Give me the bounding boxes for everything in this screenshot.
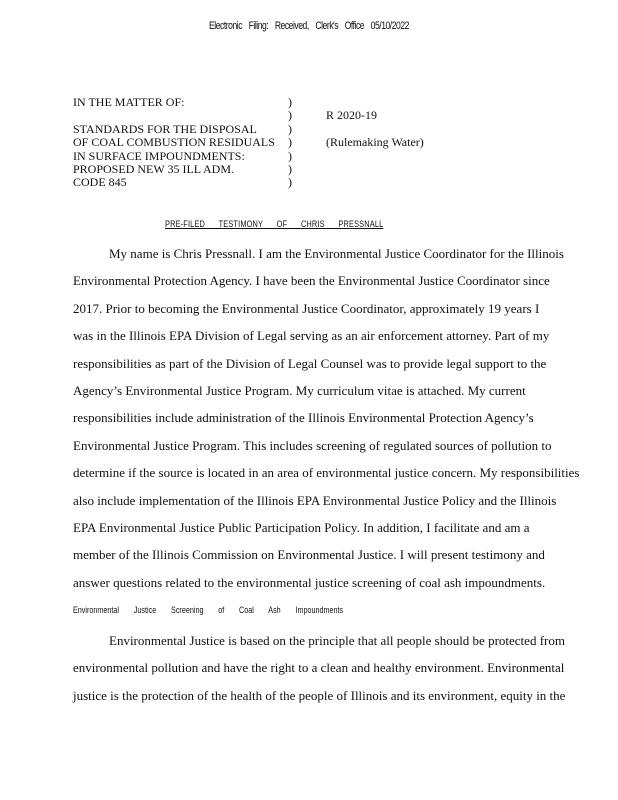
caption-line xyxy=(73,109,283,122)
text-line: answer questions related to the environmental justice screening of coal ash impoundments. xyxy=(73,574,546,590)
text-line: environmental pollution and have the right to a clean and healthy environment. Environmental xyxy=(73,660,565,676)
paren: ) xyxy=(288,161,292,176)
text-line: My name is Chris Pressnall. I am the Environmental Justice Coordinator for the Illinois xyxy=(109,246,564,261)
document-title: PRE-FILED TESTIMONY OF CHRIS PRESSNALL xyxy=(165,219,384,229)
caption-line: PROPOSED NEW 35 ILL ADM. xyxy=(73,161,235,176)
text-line: was in the Illinois EPA Division of Legal serving as an air enforcement attorney. Part of my xyxy=(73,328,550,344)
caption-line: IN SURFACE IMPOUNDMENTS: xyxy=(73,148,245,163)
caption-line: OF COAL COMBUSTION RESIDUALS xyxy=(73,135,275,150)
text-line: also include implementation of the Illinois EPA Environmental Justice Policy and the Illinois xyxy=(73,492,557,508)
text-line: justice is the protection of the health of the people of Illinois and its environment, equity in the xyxy=(73,687,566,703)
testimony-paragraph-2 xyxy=(73,627,603,709)
caption-matter xyxy=(73,96,283,190)
case-number: R 2020-19 xyxy=(326,108,377,122)
text-line: Environmental Justice is based on the principle that all people should be protected from xyxy=(109,633,565,648)
text-line: EPA Environmental Justice Public Participation Policy. In addition, I facilitate and am a xyxy=(73,519,530,535)
paren: ) xyxy=(288,95,292,109)
text-line: Environmental Justice Program. This includes screening of regulated sources of pollution to xyxy=(73,437,552,453)
caption-line: IN THE MATTER OF: xyxy=(73,95,185,109)
text-line: Agency’s Environmental Justice Program. My curriculum vitae is attached. My current xyxy=(73,382,526,398)
filing-header: Electronic Filing: Received, Clerk's Office 05/10/2022 xyxy=(209,20,409,32)
paren: ) xyxy=(288,121,292,136)
case-type: (Rulemaking Water) xyxy=(326,134,424,149)
paren: ) xyxy=(288,175,292,190)
caption-parentheses xyxy=(288,96,298,190)
paren: ) xyxy=(288,148,292,163)
testimony-paragraph-1 xyxy=(73,240,593,596)
text-line: 2017. Prior to becoming the Environmental Justice Coordinator, approximately 19 years I xyxy=(73,300,540,316)
text-line: determine if the source is located in an area of environmental justice concern. My responsibilities xyxy=(73,465,580,481)
caption-line: CODE 845 xyxy=(73,175,127,190)
paren: ) xyxy=(288,108,292,123)
text-line: responsibilities as part of the Division of Legal Counsel was to provide legal support to the xyxy=(73,355,547,371)
caption-case-info xyxy=(326,109,496,149)
text-line: responsibilities include administration of the Illinois Environmental Protection Agency’s xyxy=(73,410,534,426)
text-line: Environmental Protection Agency. I have been the Environmental Justice Coordinator since xyxy=(73,273,550,289)
text-line: member of the Illinois Commission on Environmental Justice. I will present testimony and xyxy=(73,547,545,563)
caption-line: STANDARDS FOR THE DISPOSAL xyxy=(73,121,257,136)
section-subheading: Environmental Justice Screening of Coal Ash Impoundments xyxy=(73,605,344,615)
paren: ) xyxy=(288,135,292,150)
